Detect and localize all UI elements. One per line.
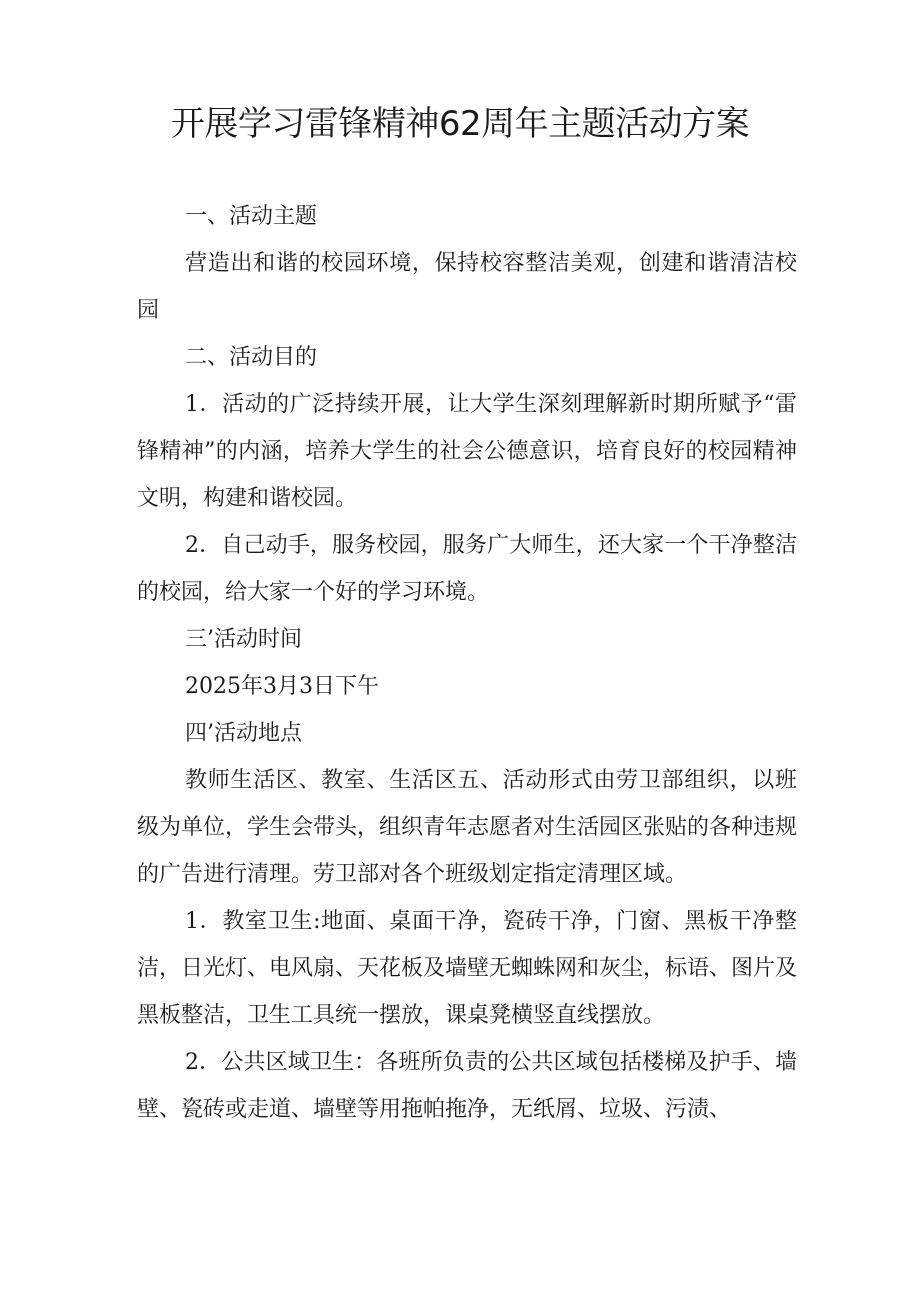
- section-heading-time: 三’活动时间: [185, 627, 302, 652]
- paragraph-location-form: 教师生活区、教室、生活区五、活动形式由劳卫部组织，以班级为单位，学生会带头，组织青年志愿者对生活园区张贴的各种违规的广告进行清理。劳卫部对各个班级划定指定清理区域。: [137, 768, 798, 887]
- paragraph-time: 2025年3月3日下午: [185, 674, 379, 699]
- paragraph-classroom-hygiene: 1．教室卫生:地面、桌面干净，瓷砖干净，门窗、黑板干净整洁，日光灯、电风扇、天花板及墙壁无蜘蛛网和灰尘，标语、图片及黑板整洁，卫生工具统一摆放，课桌凳横竖直线摆放。: [137, 909, 798, 1028]
- paragraph-purpose-1: 1．活动的广泛持续开展，让大学生深刻理解新时期所赋予“雷锋精神”的内涵，培养大学生的社会公德意识，培育良好的校园精神文明，构建和谐校园。: [137, 392, 797, 511]
- document-body: [137, 193, 797, 1133]
- document-title: 开展学习雷锋精神62周年主题活动方案: [170, 104, 750, 144]
- section-heading-purpose: 二、活动目的: [185, 345, 318, 370]
- section-heading-location: 四’活动地点: [185, 721, 302, 746]
- paragraph-theme: 营造出和谐的校园环境，保持校容整洁美观，创建和谐清洁校园: [137, 251, 797, 323]
- paragraph-public-area-hygiene: 2．公共区域卫生：各班所负责的公共区域包括楼梯及护手、墙壁、瓷砖或走道、墙壁等用拖帕拖净，无纸屑、垃圾、污渍、: [137, 1050, 797, 1122]
- section-heading-theme: 一、活动主题: [185, 204, 318, 229]
- paragraph-purpose-2: 2．自己动手，服务校园，服务广大师生，还大家一个干净整洁的校园，给大家一个好的学习环境。: [137, 533, 797, 605]
